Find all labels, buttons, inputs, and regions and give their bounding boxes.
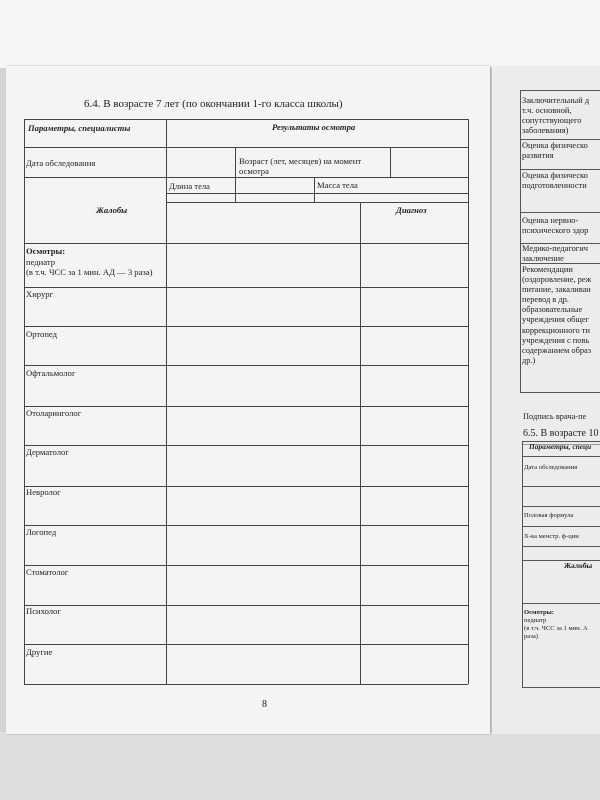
specialist-dermatologist: Дерматолог bbox=[26, 447, 69, 457]
recommendations-row bbox=[522, 265, 591, 366]
table-line bbox=[520, 90, 521, 392]
row-line: психического здор bbox=[522, 226, 589, 236]
exam-date-label: Дата обследования bbox=[26, 158, 96, 168]
table-line bbox=[522, 546, 600, 547]
physical-fitness-row bbox=[522, 171, 588, 191]
table-line bbox=[24, 177, 468, 178]
diagnosis-label: Диагноз bbox=[396, 205, 427, 215]
params-header-right: Параметры, специ bbox=[529, 442, 592, 451]
table-line bbox=[24, 644, 468, 645]
specialist-psychologist: Психолог bbox=[26, 606, 61, 616]
table-line bbox=[520, 212, 600, 213]
table-line bbox=[522, 526, 600, 527]
signature-label: Подпись врача-пе bbox=[523, 412, 587, 421]
sex-formula-label: Половая формула bbox=[524, 512, 574, 519]
row-line: Медико-педагогич bbox=[522, 244, 588, 253]
row-line: т.ч. основной, bbox=[522, 106, 572, 116]
table-line bbox=[520, 90, 600, 91]
table-line bbox=[522, 603, 600, 604]
exam-date-right: Дата обследования bbox=[524, 464, 578, 471]
final-diagnosis-row bbox=[522, 96, 589, 136]
table-line bbox=[24, 486, 468, 487]
table-line bbox=[24, 326, 468, 327]
exams-right: Осмотры: bbox=[524, 609, 555, 616]
pediatrician-label: педиатр bbox=[26, 257, 56, 267]
row-line: учреждения общег bbox=[522, 315, 590, 325]
specialist-ophthalmologist: Офтальмолог bbox=[26, 368, 76, 378]
table-line bbox=[166, 119, 167, 684]
table-line bbox=[24, 119, 468, 120]
age-label: Возраст (лет, месяцев) на момент осмотра bbox=[239, 156, 362, 176]
table-line bbox=[522, 456, 600, 457]
complaints-right: Жалобы bbox=[564, 561, 593, 570]
specialist-surgeon: Хирург bbox=[26, 289, 54, 299]
body-mass-label: Масса тела bbox=[317, 180, 358, 190]
table-line bbox=[24, 605, 468, 606]
table-line bbox=[522, 506, 600, 507]
pediatrician-note: (в т.ч. ЧСС за 1 мин. АД — 3 раза) bbox=[26, 267, 153, 277]
row-line: перевод в др. bbox=[522, 295, 569, 305]
params-header: Параметры, специалисты bbox=[28, 123, 131, 133]
table-line bbox=[520, 169, 600, 170]
table-line bbox=[24, 565, 468, 566]
neuropsychic-health-row bbox=[522, 216, 588, 236]
row-line: др.) bbox=[522, 355, 536, 365]
table-line bbox=[520, 139, 600, 140]
specialist-otolaryngologist: Отоларинголог bbox=[26, 408, 82, 418]
table-line bbox=[360, 202, 361, 684]
complaints-label: Жалобы bbox=[96, 205, 128, 215]
pediatrician-note-right-1: (в т.ч. ЧСС за 1 мин. А bbox=[524, 625, 588, 632]
row-line: сопутствующего bbox=[522, 116, 582, 126]
pediatrician-note-right-2: раза) bbox=[524, 633, 538, 640]
background-bottom bbox=[0, 732, 600, 800]
menstr-label: Х-ка менстр. ф-ции bbox=[524, 533, 579, 540]
row-line: содержанием образ bbox=[522, 345, 592, 355]
specialist-speech-therapist: Логопед bbox=[26, 527, 57, 537]
table-line bbox=[522, 441, 523, 687]
results-header: Результаты осмотра bbox=[272, 122, 356, 132]
row-line: учреждения с повь bbox=[522, 335, 590, 345]
table-line bbox=[520, 392, 600, 393]
row-line: заболевания) bbox=[522, 126, 569, 136]
table-line bbox=[24, 406, 468, 407]
exams-label: Осмотры: bbox=[26, 246, 66, 256]
row-line: развития bbox=[522, 151, 554, 161]
row-line: Оценка физическо bbox=[522, 171, 588, 180]
page-number: 8 bbox=[262, 699, 267, 710]
table-line bbox=[468, 119, 469, 684]
row-line: коррекционного ти bbox=[522, 325, 590, 335]
right-page bbox=[492, 66, 600, 734]
row-line: Заключительный д bbox=[522, 96, 590, 105]
table-line bbox=[24, 365, 468, 366]
row-line: Рекомендации bbox=[522, 265, 573, 274]
background-top bbox=[0, 0, 600, 68]
row-line: питание, закаливан bbox=[522, 285, 591, 295]
table-line bbox=[166, 193, 468, 194]
table-line bbox=[24, 525, 468, 526]
section-title-right: 6.5. В возрасте 10 bbox=[523, 428, 599, 439]
table-line bbox=[24, 119, 25, 684]
row-line: Оценка физическо bbox=[522, 141, 588, 150]
table-line bbox=[24, 684, 468, 685]
table-line bbox=[24, 243, 468, 244]
specialist-other: Другие bbox=[26, 647, 53, 657]
pediatrician-right: педиатр bbox=[524, 617, 547, 624]
body-length-label: Длина тела bbox=[169, 181, 210, 191]
table-line bbox=[24, 287, 468, 288]
table-line bbox=[314, 177, 315, 202]
specialist-orthopedist: Ортопед bbox=[26, 329, 58, 339]
specialist-dentist: Стоматолог bbox=[26, 567, 69, 577]
table-line bbox=[522, 687, 600, 688]
row-line: подготовленности bbox=[522, 181, 587, 191]
table-line bbox=[24, 445, 468, 446]
row-line: (оздоровление, реж bbox=[522, 275, 592, 285]
row-line: заключение bbox=[522, 254, 564, 264]
table-line bbox=[235, 147, 236, 202]
table-line bbox=[390, 147, 391, 177]
medical-pedagogical-row bbox=[522, 244, 588, 264]
specialist-neurologist: Невролог bbox=[26, 487, 61, 497]
table-line bbox=[166, 202, 468, 203]
table-line bbox=[24, 147, 468, 148]
row-line: образовательные bbox=[522, 305, 583, 315]
section-title: 6.4. В возрасте 7 лет (по окончании 1-го класса школы) bbox=[84, 98, 343, 110]
row-line: Оценка нервно- bbox=[522, 216, 579, 225]
left-page bbox=[6, 66, 490, 734]
physical-development-row bbox=[522, 141, 588, 161]
table-line bbox=[522, 486, 600, 487]
